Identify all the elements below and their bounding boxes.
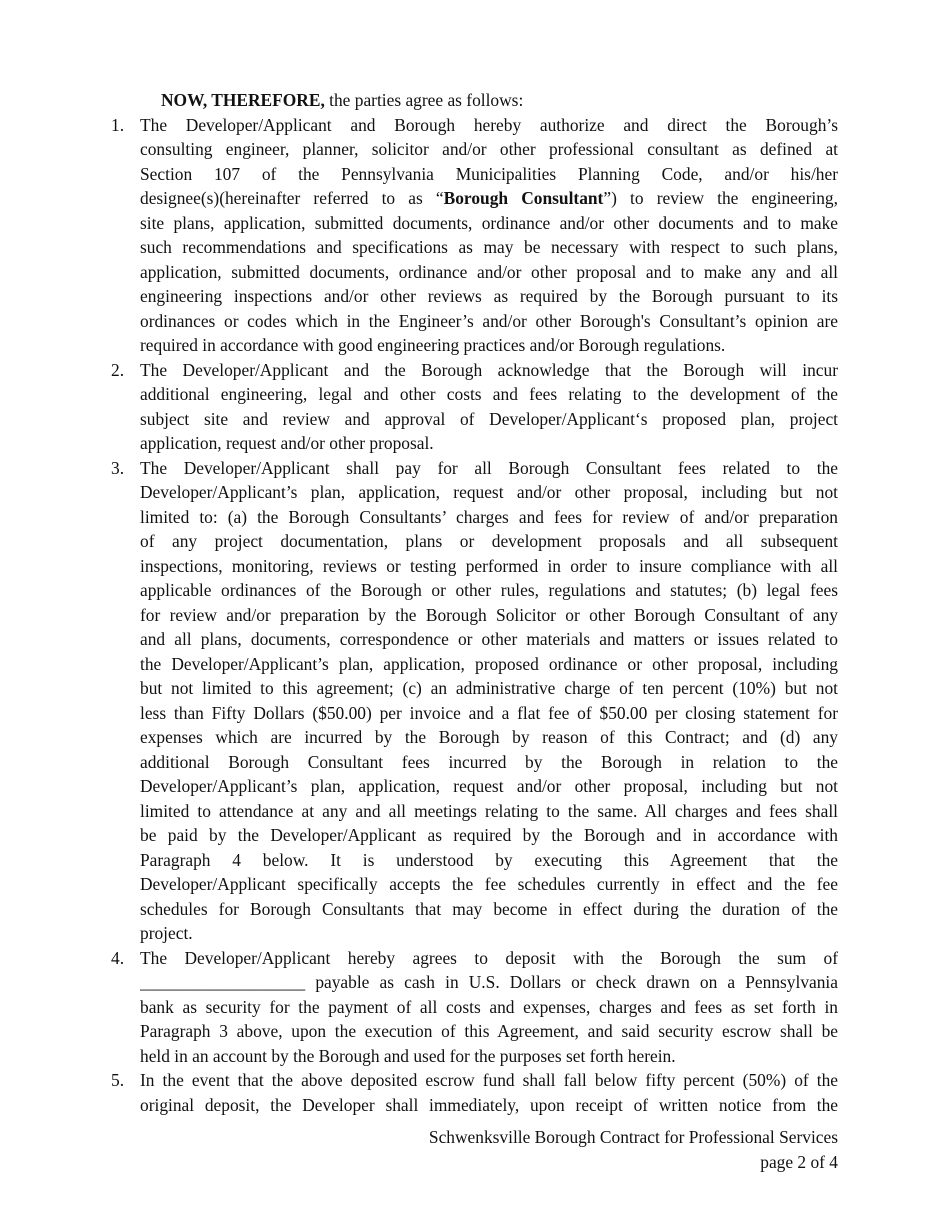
- list-item-number: 1.: [111, 114, 125, 135]
- text-line: ___________________ payable as cash in U.S. Dollars or check drawn on a Pennsylvania: [140, 972, 838, 992]
- text-line: such recommendations and specifications as may be necessary with respect to such plans,: [140, 237, 838, 257]
- list-item: [0, 358, 950, 456]
- text-line: required in accordance with good engineering practices and/or Borough regulations.: [140, 335, 726, 355]
- page-number: page 2 of 4: [760, 1151, 838, 1172]
- text-line: expenses which are incurred by the Borough by reason of this Contract; and (d) any: [140, 727, 838, 747]
- text-line: additional Borough Consultant fees incurred by the Borough in relation to the: [140, 751, 838, 772]
- text-line: the Developer/Applicant’s plan, application, proposed ordinance or other proposal, including: [140, 653, 838, 674]
- text-line: additional engineering, legal and other costs and fees relating to the development of the: [140, 384, 838, 404]
- text-segment: the parties agree as follows:: [324, 90, 524, 110]
- text-line: Paragraph 4 below. It is understood by executing this Agreement that the: [140, 849, 838, 870]
- list-item: [0, 946, 950, 1069]
- footer-title: Schwenksville Borough Contract for Professional Services: [428, 1127, 838, 1147]
- text-segment: designee(s)(hereinafter referred to as “: [140, 188, 444, 208]
- text-line: but not limited to this agreement; (c) an administrative charge of ten percent (10%) but not: [140, 678, 838, 698]
- text-line: limited to attendance at any and all meetings relating to the same. All charges and fees shall: [140, 800, 838, 821]
- text-line: inspections, monitoring, reviews or testing performed in order to insure compliance with all: [140, 555, 838, 576]
- text-line: engineering inspections and/or other reviews as required by the Borough pursuant to its: [140, 286, 838, 306]
- text-line: application, submitted documents, ordinance and/or other proposal and to make any and all: [140, 261, 838, 282]
- text-line: Developer/Applicant specifically accepts the fee schedules currently in effect and the fee: [140, 874, 838, 894]
- text-line: site plans, application, submitted documents, ordinance and/or other documents and to make: [140, 212, 838, 233]
- text-line: The Developer/Applicant and Borough hereby authorize and direct the Borough’s: [140, 114, 838, 135]
- text-line: and all plans, documents, correspondence or other materials and matters or issues related to: [140, 629, 838, 649]
- text-line: limited to: (a) the Borough Consultants’ charges and fees for review of and/or preparation: [140, 506, 838, 527]
- text-line: The Developer/Applicant and the Borough acknowledge that the Borough will incur: [140, 359, 838, 380]
- text-line: consulting engineer, planner, solicitor and/or other professional consultant as defined at: [140, 139, 838, 159]
- text-line: applicable ordinances of the Borough or other rules, regulations and statutes; (b) legal fees: [140, 580, 838, 600]
- list-item: [0, 456, 950, 946]
- text-line: The Developer/Applicant hereby agrees to deposit with the Borough the sum of: [140, 947, 838, 968]
- text-line: application, request and/or other proposal.: [140, 433, 434, 453]
- text-line: held in an account by the Borough and used for the purposes set forth herein.: [140, 1045, 676, 1066]
- text-line: Section 107 of the Pennsylvania Municipalities Planning Code, and/or his/her: [140, 163, 838, 184]
- list-item-number: 4.: [111, 947, 125, 968]
- document-body: [0, 88, 950, 1117]
- text-line: bank as security for the payment of all costs and expenses, charges and fees as set forth in: [140, 996, 838, 1017]
- text-line: ordinances or codes which in the Engineer’s and/or other Borough's Consultant’s opinion are: [140, 310, 838, 331]
- bold-text: NOW, THEREFORE,: [161, 90, 325, 110]
- bold-text: Borough Consultant: [443, 188, 604, 208]
- text-segment: ”) to review the engineering,: [603, 188, 838, 208]
- text-line: less than Fifty Dollars ($50.00) per invoice and a flat fee of $50.00 per closing statement for: [140, 702, 838, 723]
- text-line: for review and/or preparation by the Borough Solicitor or other Borough Consultant of any: [140, 604, 838, 625]
- text-line: Developer/Applicant’s plan, application, request and/or other proposal, including but not: [140, 776, 838, 796]
- text-line: subject site and review and approval of Developer/Applicant‘s proposed plan, project: [140, 408, 838, 429]
- text-line: The Developer/Applicant shall pay for all Borough Consultant fees related to the: [140, 457, 838, 478]
- text-line: In the event that the above deposited escrow fund shall fall below fifty percent (50%) of the: [140, 1070, 838, 1090]
- text-line: schedules for Borough Consultants that may become in effect during the duration of the: [140, 898, 838, 919]
- list-item-number: 3.: [111, 457, 125, 478]
- list-item: [0, 113, 950, 358]
- text-line: [140, 186, 838, 211]
- list-item-number: 5.: [111, 1070, 125, 1090]
- text-line: of any project documentation, plans or development proposals and all subsequent: [140, 531, 838, 551]
- text-line: be paid by the Developer/Applicant as required by the Borough and in accordance with: [140, 825, 838, 845]
- intro-line: [0, 88, 950, 113]
- text-line: Paragraph 3 above, upon the execution of this Agreement, and said security escrow shall be: [140, 1021, 838, 1041]
- list-item: [0, 1068, 950, 1117]
- list-item-number: 2.: [111, 359, 125, 380]
- page-footer: [429, 1125, 838, 1174]
- numbered-list: [0, 113, 950, 1118]
- text-line: project.: [140, 923, 193, 943]
- text-line: original deposit, the Developer shall immediately, upon receipt of written notice from the: [140, 1094, 838, 1115]
- text-line: Developer/Applicant’s plan, application, request and/or other proposal, including but not: [140, 482, 838, 502]
